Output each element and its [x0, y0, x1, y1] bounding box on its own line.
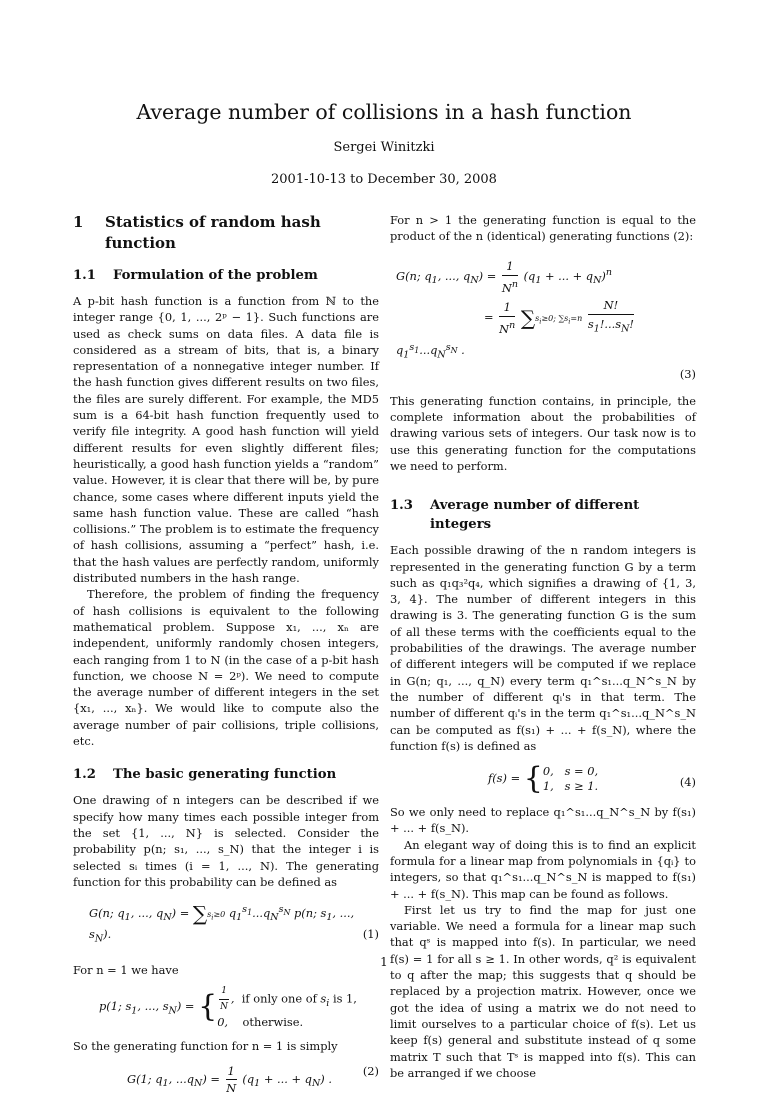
paragraph: For n > 1 the generating function is equal to the product of the n (identical) generating functions (2): — [390, 213, 696, 244]
equation-2: G(1; $q_1$, $...q_N$) = $\frac{1}{N}$ ($q_1$ + ... + $q_N$) . (2) — [127, 1063, 379, 1095]
equation-number: (2) — [362, 1063, 379, 1078]
paragraph: For n = 1 we have — [73, 963, 179, 978]
section-1-2-heading: 1.2 The basic generating function — [73, 767, 337, 783]
section-1-3-heading: 1.3 Average number of different integers — [390, 498, 640, 533]
paragraph: One drawing of n integers can be described if we specify how many times each possible integer from the set {1, ..., N} is selected. Consider the probability p(n; s₁, ..., s_N) that the integer i is selected sᵢ times (i = 1, ..., N). The generating function for this probability can be defined as — [73, 793, 379, 889]
paragraph: This generating function contains, in principle, the complete information about the probabilities of drawing various sets of integers. Our task now is to use this generating function for the computations we need to perform. — [390, 393, 696, 473]
page-number: 1 — [380, 955, 388, 969]
equation-number: (3) — [679, 366, 696, 381]
paragraph: Therefore, the problem of finding the frequency of hash collisions is equivalent to the following mathematical problem. Suppose x₁, ..., xₙ are independent, uniformly randomly chosen integers, each ranging from 1 to N (in the case of a p-bit hash function, we choose N = 2ᵖ). We need to compute the average number of different integers in the set {x₁, ..., xₙ}. We would like to compute also the average number of pair collisions, triple collisions, etc. — [73, 587, 379, 749]
paragraph: An elegant way of doing this is to find an explicit formula for a linear map from polynomials in {qᵢ} to integers, so that q₁^s₁...q_N^s_N is mapped to f(s₁) + ... + f(s_N). This map can be found as follows. — [390, 837, 696, 901]
author: Sergei Winitzki — [333, 140, 435, 155]
right-column — [390, 212, 696, 1081]
equation-3: G(n; $q_1$, ..., $q_N$) = $\frac{1}{N^n}$ ($q_1$ + ... + $q_N)^n$ = $\frac{1}{N^n}$ $\sum s_i\ge 0$; $\sum s_i=n$ $\frac{N!}{s_1!...s_N!}$ $q_1^{s_1}...q_N^{s_N}$ . (3) — [396, 258, 696, 381]
equation-number: (1) — [362, 927, 379, 942]
equation-1: G(n; $q_1$, ..., $q_N) = \sum s_i\ge 0$ $q_1^{s_1}...q_N^{s_N}$ p(n; $s_1$, ..., $s_N$). (1) — [89, 901, 379, 945]
paragraph: Each possible drawing of the n random integers is represented in the generating function G by a term such as q₁q₃²q₄, which signifies a drawing of {1, 3, 3, 4}. The number of different integers in this drawing is 3. The generating function G is the sum of all these terms with the coefficients equal to the probabilities of the drawings. The average number of different integers will be computed if we replace in G(n; q₁, ..., q_N) every term q₁^s₁...q_N^s_N by the number of different qᵢ's in that term. The number of different qᵢ's in the term q₁^s₁...q_N^s_N can be computed as f(s₁) + ... + f(s_N), where the function f(s) is defined as — [390, 543, 696, 753]
equation-p1: p(1; $s_1$, ..., $s_N$) = { $\frac{1}{N}$ , if only one of $s_i$ is 1, 0, otherwise. — [99, 986, 357, 1030]
equation-number: (4) — [679, 775, 696, 790]
section-1-1-heading: 1.1 Formulation of the problem — [73, 268, 318, 283]
section-1-heading: 1 Statistics of random hash function — [73, 213, 321, 252]
paragraph: First let us try to find the map for just one variable. We need a formula for a linear map such that qˢ is mapped into f(s). In particular, we need f(s) = 1 for all s ≥ 1. In other words, q² is equivalent to q after the map; this suggests that q should be replaced by a projection matrix. However, once we got the idea of using a matrix we do not need to limit ourselves to a particular choice of f(s). Let us keep f(s) general and substitute instead of q some matrix T such that Tˢ is mapped into f(s). This can be arranged if we choose — [390, 902, 696, 1080]
equation-4: f(s) = {0, s = 0, 1, s ≥ 1. (4) — [488, 760, 696, 796]
paragraph: So the generating function for n = 1 is simply — [73, 1039, 338, 1054]
paragraph: A p-bit hash function is a function from ℕ to the integer range {0, 1, ..., 2ᵖ − 1}. Such functions are used as check sums on data files. A data file is considered as a stream of bits, that is, a binary representation of a nonnegative integer number. If the hash function gives different results on two files, the files are surely different. For example, the MD5 sum is a 64-bit hash function frequently used to verify file integrity. A good hash function will yield different results for even slightly different files; heuristically, a good hash function yields a “random” value. However, it is clear that there will be, by pure chance, some cases where different inputs yield the same hash function value. These are called “hash collisions.” The problem is to estimate the frequency of hash collisions, assuming a “perfect” hash, i.e. that the hash values are perfectly random, uniformly distributed numbers in the hash range. — [73, 294, 379, 586]
paper-title: Average number of collisions in a hash function — [136, 100, 632, 124]
date: 2001-10-13 to December 30, 2008 — [271, 172, 497, 187]
paragraph: So we only need to replace q₁^s₁...q_N^s_N by f(s₁) + ... + f(s_N). — [390, 805, 696, 836]
